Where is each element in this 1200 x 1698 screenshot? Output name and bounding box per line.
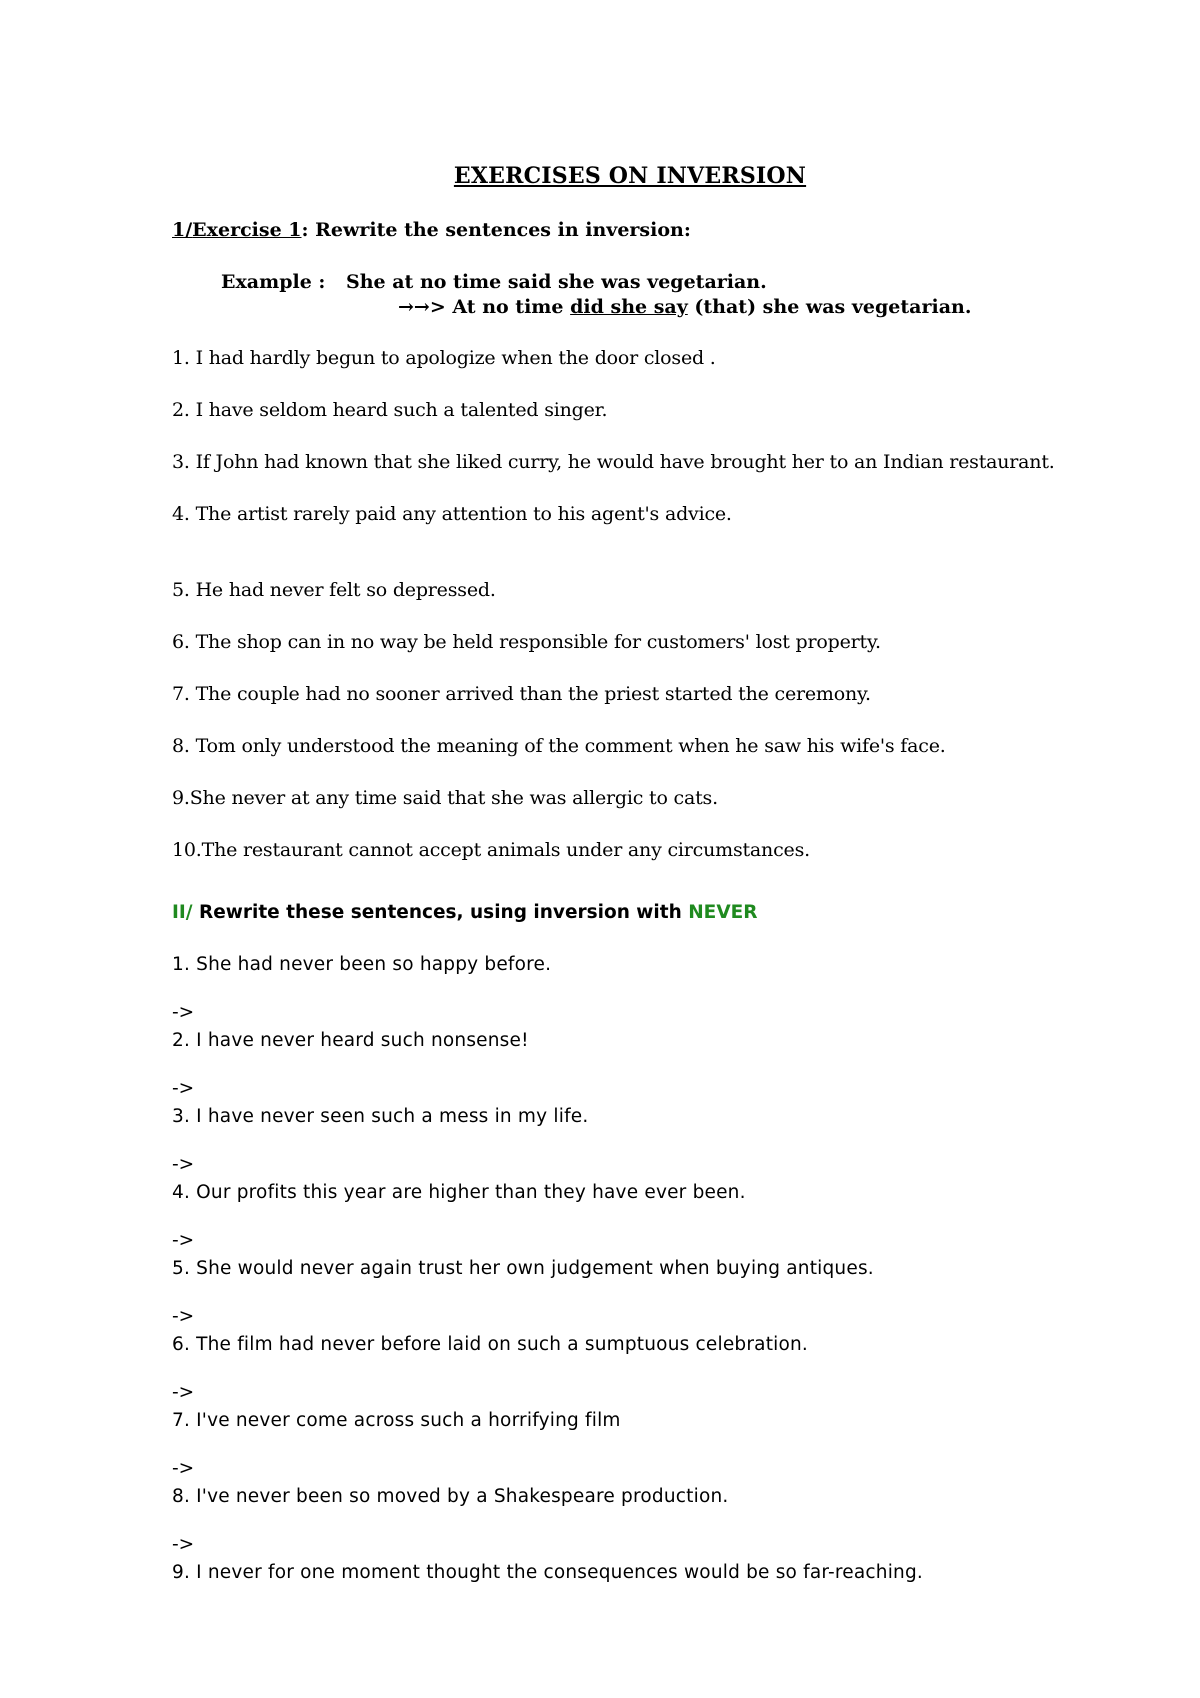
answer-arrow: -> <box>172 1534 195 1555</box>
exercise-2-item: 3. I have never seen such a mess in my life. <box>172 1106 589 1127</box>
example-answer-start: At no time <box>452 296 564 318</box>
example-answer-end: (that) she was vegetarian. <box>694 296 972 318</box>
example-sentence: She at no time said she was vegetarian. <box>346 271 767 293</box>
example-answer <box>398 296 971 318</box>
example-label: Example : <box>221 271 326 293</box>
exercise-2-instruction: Rewrite these sentences, using inversion with <box>198 902 682 923</box>
answer-arrow: -> <box>172 1306 195 1327</box>
example-answer-underlined: did she say <box>570 296 688 318</box>
exercise-2-item: 8. I've never been so moved by a Shakespeare production. <box>172 1486 729 1507</box>
exercise-2-item: 7. I've never come across such a horrifying film <box>172 1410 621 1431</box>
exercise-1-item: 9.She never at any time said that she was allergic to cats. <box>172 787 718 809</box>
exercise-2-item: 6. The film had never before laid on such a sumptuous celebration. <box>172 1334 809 1355</box>
exercise-1-item: 5. He had never felt so depressed. <box>172 579 496 601</box>
exercise-2-heading <box>172 902 758 923</box>
exercise-2-item: 9. I never for one moment thought the consequences would be so far-reaching. <box>172 1562 923 1583</box>
exercise-2-keyword: NEVER <box>688 902 758 923</box>
exercise-2-item: 4. Our profits this year are higher than they have ever been. <box>172 1182 746 1203</box>
exercise-1-instruction: : Rewrite the sentences in inversion: <box>301 219 691 241</box>
exercise-2-item: 5. She would never again trust her own judgement when buying antiques. <box>172 1258 874 1279</box>
answer-arrow: -> <box>172 1002 195 1023</box>
exercise-1-item: 4. The artist rarely paid any attention to his agent's advice. <box>172 503 732 525</box>
answer-arrow: -> <box>172 1458 195 1479</box>
page-title: EXERCISES ON INVERSION <box>453 163 807 189</box>
exercise-1-item: 3. If John had known that she liked curry, he would have brought her to an Indian restaurant. <box>172 451 1055 473</box>
exercise-2-number: II/ <box>172 902 193 923</box>
exercise-1-number: 1/ <box>172 219 193 241</box>
answer-arrow: -> <box>172 1230 195 1251</box>
exercise-2-item: 2. I have never heard such nonsense! <box>172 1030 529 1051</box>
answer-arrow: -> <box>172 1078 195 1099</box>
exercise-1-item: 1. I had hardly begun to apologize when the door closed . <box>172 347 716 369</box>
exercise-2-item: 1. She had never been so happy before. <box>172 954 552 975</box>
answer-arrow: -> <box>172 1154 195 1175</box>
exercise-1-item: 10.The restaurant cannot accept animals under any circumstances. <box>172 839 810 861</box>
exercise-1-item: 8. Tom only understood the meaning of the comment when he saw his wife's face. <box>172 735 946 757</box>
exercise-1-item: 6. The shop can in no way be held responsible for customers' lost property. <box>172 631 881 653</box>
exercise-1-item: 7. The couple had no sooner arrived than the priest started the ceremony. <box>172 683 871 705</box>
exercise-1-item: 2. I have seldom heard such a talented singer. <box>172 399 608 421</box>
exercise-1-label: Exercise 1 <box>192 219 302 241</box>
example-arrow: →→> <box>398 296 446 318</box>
exercise-1-heading <box>172 219 691 241</box>
answer-arrow: -> <box>172 1382 195 1403</box>
example-line <box>221 271 767 293</box>
